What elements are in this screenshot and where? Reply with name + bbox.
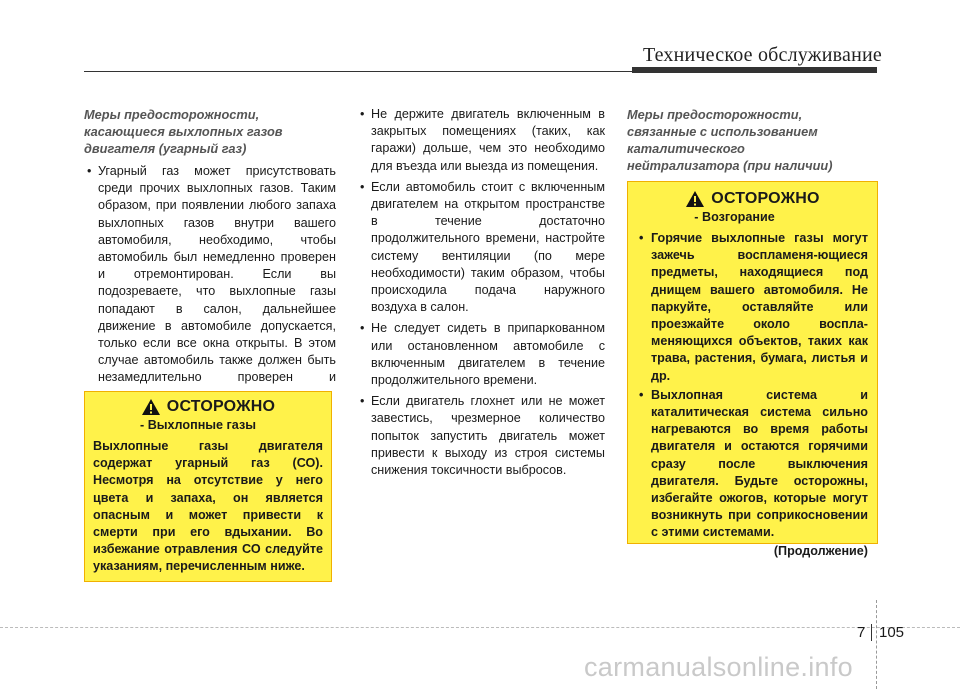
header-rule-bar bbox=[632, 67, 877, 73]
bullet-list bbox=[357, 106, 605, 479]
page-number: 105 bbox=[879, 624, 905, 641]
heading-line: каталитического bbox=[627, 141, 745, 156]
column-right bbox=[627, 106, 877, 180]
continued-label: (Продолжение) bbox=[773, 543, 868, 558]
column-left bbox=[84, 106, 336, 408]
footer-separator bbox=[871, 624, 872, 641]
warning-triangle-icon bbox=[685, 190, 705, 208]
heading-line: связанные с использованием bbox=[627, 124, 818, 139]
bullet-item: • Если автомобиль стоит с включенным двигателем на открытом пространстве в течение достаточно продолжительного времени, настройте систему вентиляции (по мере необходимости) таким образом, чтобы происходила подача наружного воздуха в салон. bbox=[357, 179, 605, 317]
watermark: carmanualsonline.info bbox=[584, 652, 853, 682]
chapter-number: 7 bbox=[857, 624, 866, 641]
warning-box-fire bbox=[627, 181, 878, 558]
bullet-item: • Не держите двигатель включенным в закрытых помещениях (таких, как гаражи) дольше, чем это необходимо для въезда или выезда из помещения. bbox=[357, 106, 605, 175]
warning-header bbox=[637, 190, 868, 208]
section-heading-catalytic bbox=[627, 106, 877, 174]
warning-body: Выхлопные газы двигателя содержат угарный газ (СО). Несмотря на отсутствие у него цвета и запаха, он является опасным и может привести к смерти при его вдыхании. Во избежание отравления СО следуйте указаниям, перечисленным ниже. bbox=[93, 439, 323, 574]
warning-triangle-icon bbox=[141, 398, 161, 416]
bullet-item: • Угарный газ может присутствовать среди прочих выхлопных газов. Таким образом, при появлении любого запаха выхлопных газов внутри вашего автомобиля, необходимо, чтобы автомобиль был немедленно проверен и отремонтирован. Если вы подозреваете, что выхлопные газы попадают в салон, дальнейшее движение в автомобиле допускается, только если все окна открыты. В этом случае автомобиль также должен быть незамедлительно проверен и bbox=[84, 163, 336, 404]
column-middle bbox=[357, 106, 605, 483]
warning-subtitle: - Возгорание bbox=[694, 210, 775, 224]
section-heading-exhaust bbox=[84, 106, 336, 157]
heading-line: касающиеся выхлопных газов bbox=[84, 124, 283, 139]
bullet-item: • Если двигатель глохнет или не может завестись, чрезмерное количество попыток запустить двигатель может привести к выходу из строя системы снижения токсичности выбросов. bbox=[357, 393, 605, 479]
warning-item: • Горячие выхлопные газы могут зажечь воспламеня-ющиеся предметы, находящиеся под днищем вашего автомобиля. Не паркуйте, оставляйте или проезжайте около воспла-меняющихся объектов, таких как трава, растения, бумага, листья и др. bbox=[637, 230, 868, 385]
bullet-list bbox=[84, 163, 336, 404]
warning-item: • Выхлопная система и каталитическая система сильно нагреваются во время работы двигателя и остаются горячими сразу после выключения двигателя. Будьте осторожны, избегайте ожогов, которые могут возникнуть при соприкосновении с этими системами. bbox=[637, 387, 868, 542]
heading-line: нейтрализатора (при наличии) bbox=[627, 158, 833, 173]
footer-rule bbox=[0, 627, 960, 628]
heading-line: Меры предосторожности, bbox=[627, 107, 803, 122]
warning-box-exhaust bbox=[84, 391, 332, 582]
page-header-title: Техническое обслуживание bbox=[642, 44, 882, 66]
warning-list bbox=[637, 230, 868, 542]
warning-subtitle: - Выхлопные газы bbox=[140, 418, 256, 432]
heading-line: Меры предосторожности, bbox=[84, 107, 260, 122]
crop-mark bbox=[876, 600, 877, 689]
warning-title: ОСТОРОЖНО bbox=[166, 398, 276, 415]
header-rule bbox=[84, 71, 632, 72]
heading-line: двигателя (угарный газ) bbox=[84, 141, 247, 156]
warning-header bbox=[93, 398, 323, 416]
bullet-item: • Не следует сидеть в припаркованном или остановленном автомобиле с включенным двигателем в течение продолжительного времени. bbox=[357, 320, 605, 389]
warning-title: ОСТОРОЖНО bbox=[711, 190, 820, 207]
